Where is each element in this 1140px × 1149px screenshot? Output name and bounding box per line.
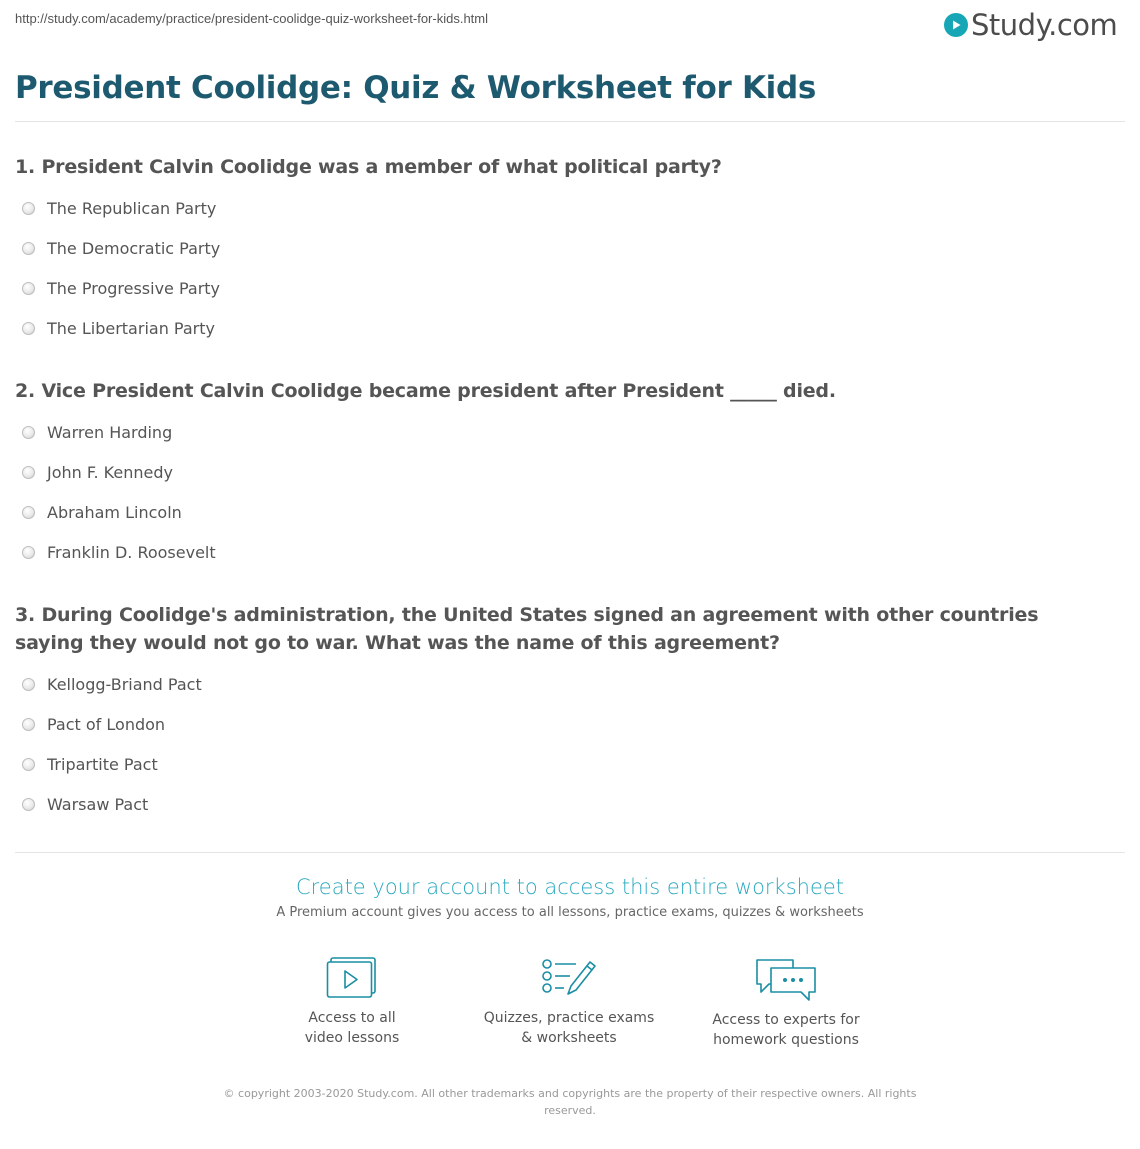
brand-name: Study.com: [971, 8, 1118, 42]
answer-option[interactable]: [22, 753, 158, 775]
feature-label: Quizzes, practice exams & worksheets: [483, 1010, 655, 1046]
answer-option[interactable]: [22, 541, 216, 563]
answer-option[interactable]: [22, 713, 165, 735]
answer-option[interactable]: [22, 277, 220, 299]
page-title: President Coolidge: Quiz & Worksheet for Kids: [15, 70, 817, 106]
question-3: 3. During Coolidge's administration, the United States signed an agreement with other countries saying they would not go to war. What was the name of this agreement?: [15, 604, 1039, 654]
answer-label: Pact of London: [47, 714, 166, 734]
answer-option[interactable]: [22, 461, 173, 483]
chat-experts-icon: [753, 956, 819, 1002]
quiz-checklist-icon: [540, 956, 598, 1000]
radio-button[interactable]: [22, 466, 35, 479]
radio-button[interactable]: [22, 758, 35, 771]
radio-button[interactable]: [22, 282, 35, 295]
radio-button[interactable]: [22, 202, 35, 215]
answer-label: Warren Harding: [47, 422, 173, 442]
answer-label: Abraham Lincoln: [47, 502, 182, 522]
play-circle-icon: [944, 13, 968, 37]
answer-label: The Democratic Party: [47, 238, 221, 258]
answer-label: The Libertarian Party: [47, 318, 215, 338]
answer-label: The Republican Party: [47, 198, 217, 218]
radio-button[interactable]: [22, 798, 35, 811]
answer-label: John F. Kennedy: [47, 462, 173, 482]
radio-button[interactable]: [22, 322, 35, 335]
answer-option[interactable]: [22, 197, 216, 219]
answer-label: Kellogg-Briand Pact: [47, 674, 202, 694]
cta-subtitle: A Premium account gives you access to all lessons, practice exams, quizzes & worksheets: [276, 905, 864, 920]
answer-option[interactable]: [22, 673, 202, 695]
radio-button[interactable]: [22, 506, 35, 519]
radio-button[interactable]: [22, 678, 35, 691]
feature-label: Access to experts for homework questions: [712, 1012, 860, 1048]
answer-option[interactable]: [22, 501, 182, 523]
answer-label: Warsaw Pact: [47, 794, 149, 814]
feature-quizzes: [469, 956, 669, 1048]
radio-button[interactable]: [22, 546, 35, 559]
answer-option[interactable]: [22, 793, 148, 815]
page-url: http://study.com/academy/practice/president-coolidge-quiz-worksheet-for-kids.html: [15, 11, 489, 26]
question-1: 1. President Calvin Coolidge was a member of what political party?: [15, 156, 722, 178]
radio-button[interactable]: [22, 242, 35, 255]
feature-label: Access to all video lessons: [304, 1010, 400, 1046]
cta-divider: [15, 852, 1125, 853]
answer-option[interactable]: [22, 237, 220, 259]
study-logo[interactable]: [944, 6, 1117, 44]
question-2: 2. Vice President Calvin Coolidge became president after President _____ died.: [15, 380, 836, 402]
answer-option[interactable]: [22, 421, 172, 443]
create-account-link[interactable]: Create your account to access this entire worksheet: [295, 875, 845, 899]
feature-video-lessons: [252, 956, 452, 1048]
radio-button[interactable]: [22, 426, 35, 439]
radio-button[interactable]: [22, 718, 35, 731]
video-lessons-icon: [326, 956, 378, 1000]
answer-option[interactable]: [22, 317, 215, 339]
copyright-text: © copyright 2003-2020 Study.com. All other trademarks and copyrights are the property of their respective owners. All rights reserved.: [223, 1087, 917, 1117]
answer-label: Tripartite Pact: [47, 754, 158, 774]
answer-label: The Progressive Party: [47, 278, 221, 298]
answer-label: Franklin D. Roosevelt: [47, 542, 216, 562]
feature-experts: [686, 956, 886, 1050]
title-divider: [15, 121, 1125, 122]
